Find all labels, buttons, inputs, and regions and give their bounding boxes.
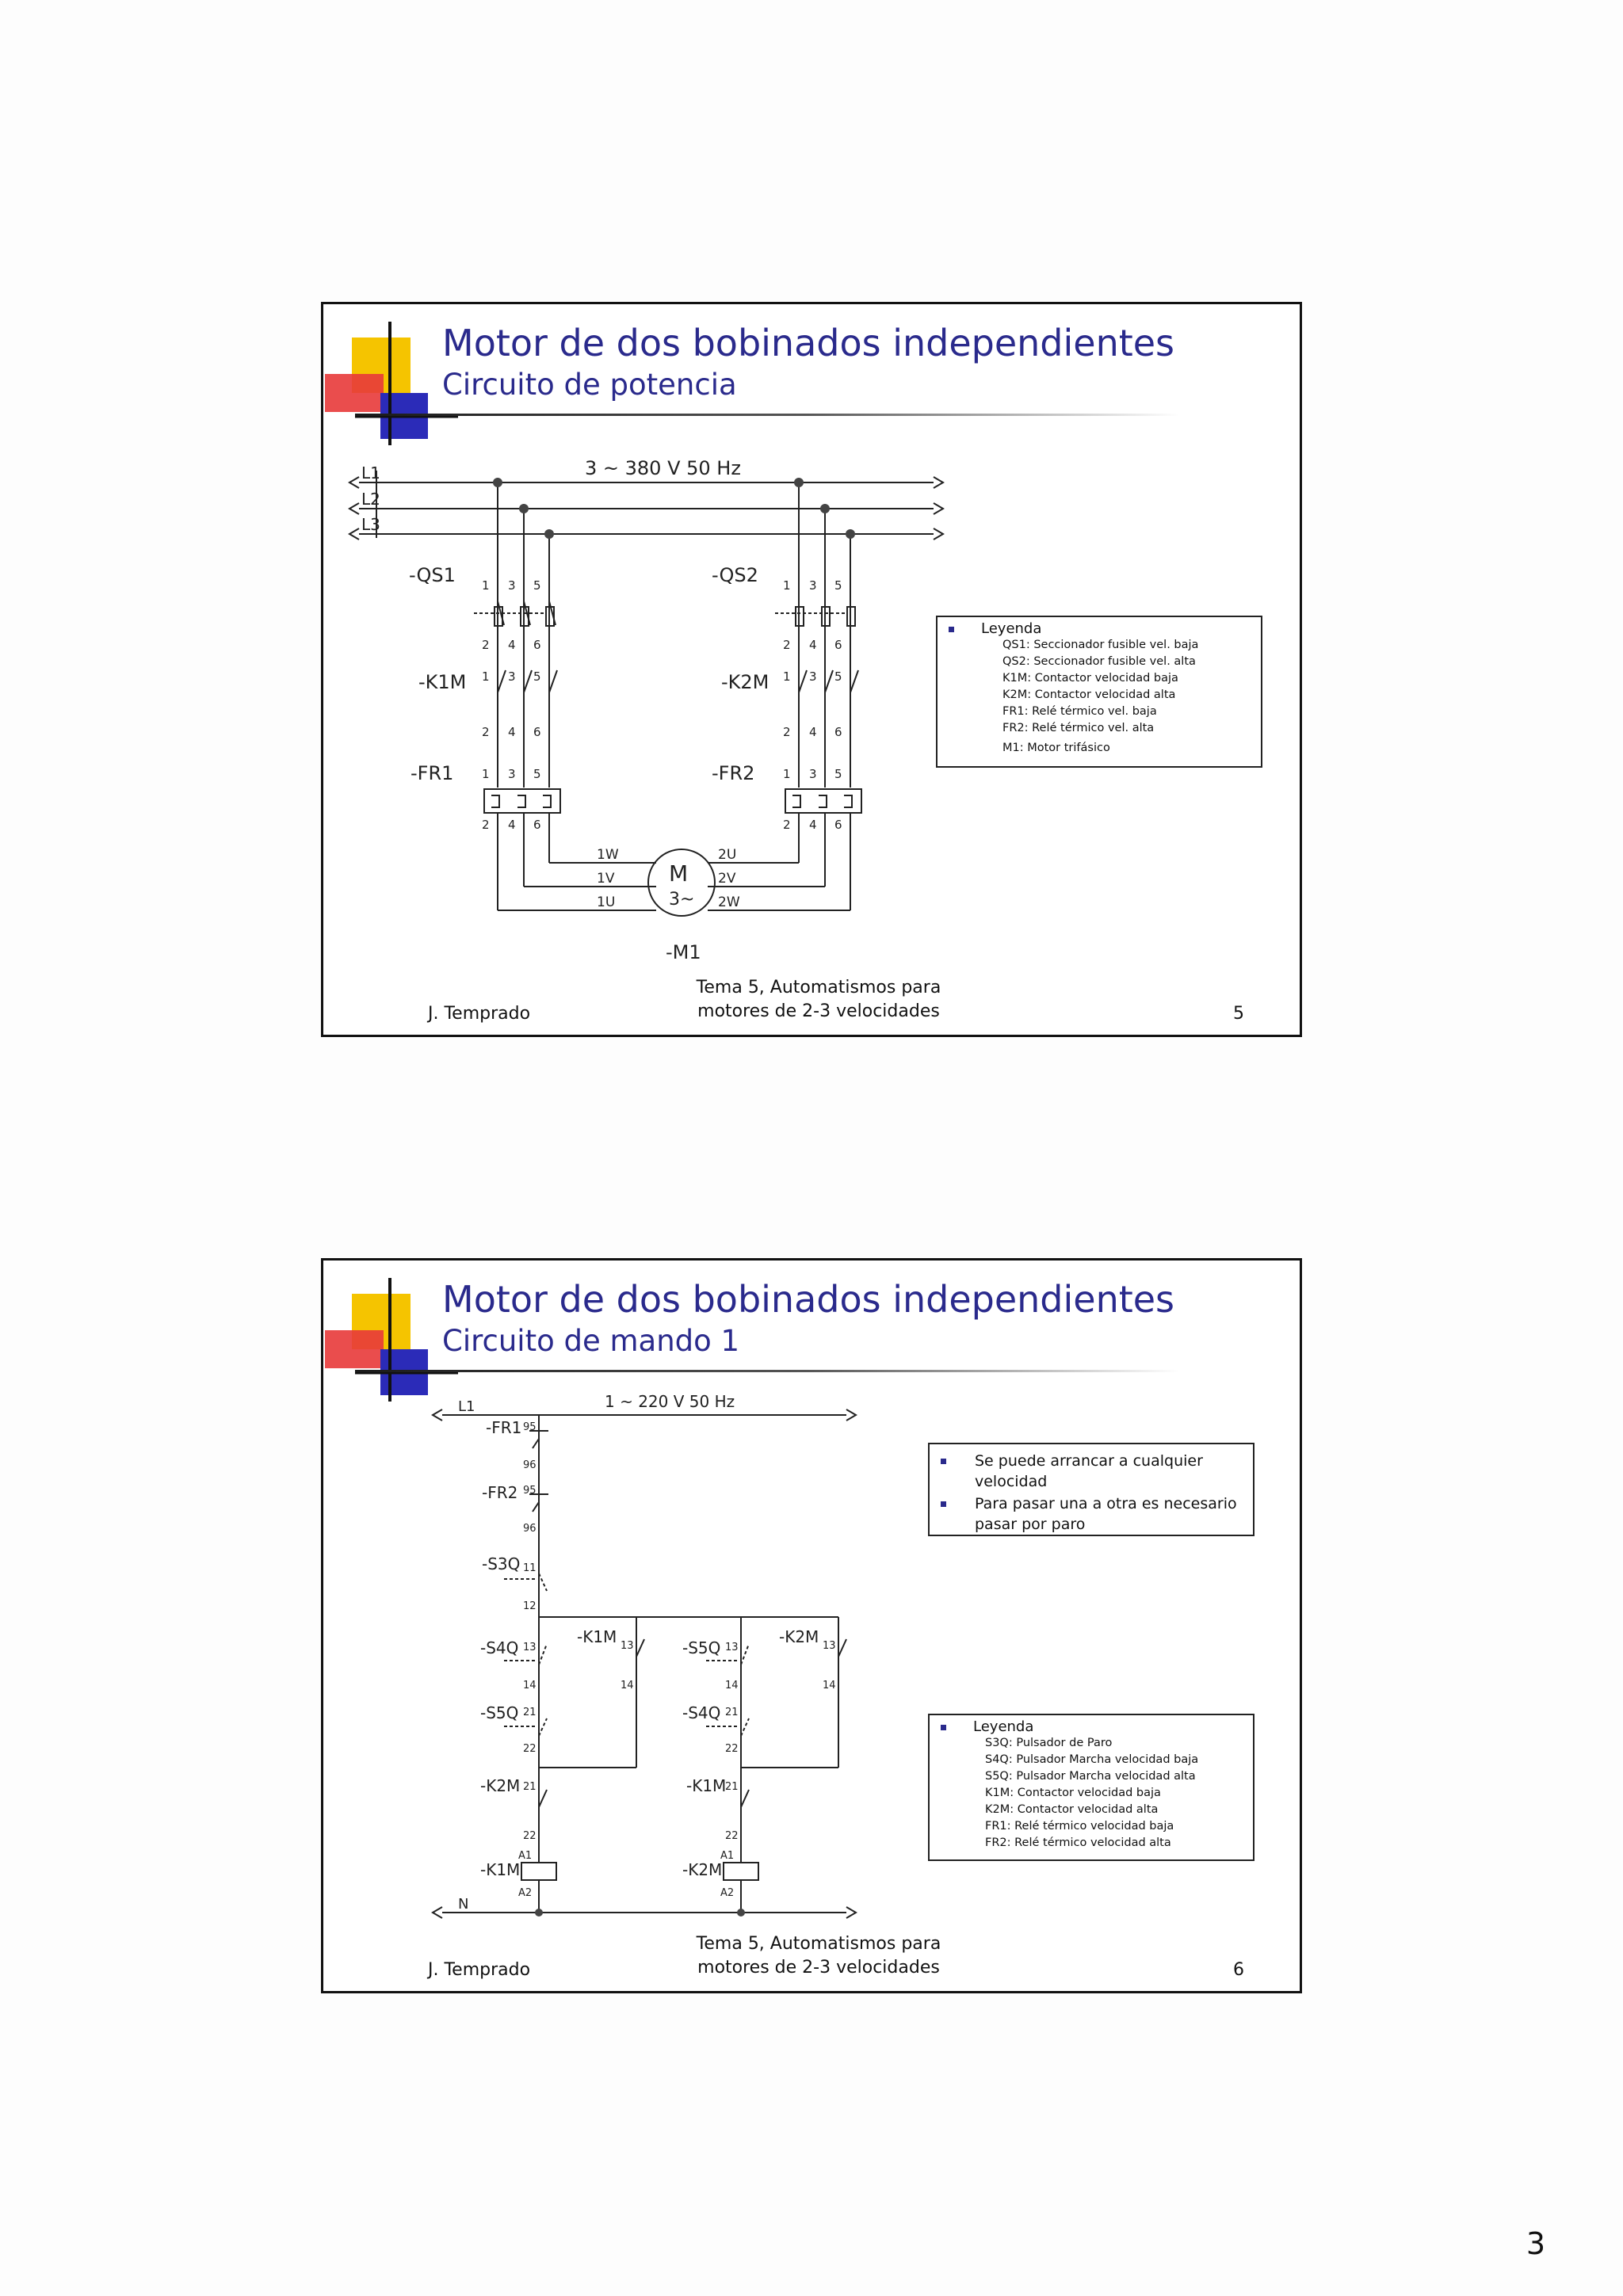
terminal-number: 3	[809, 578, 817, 593]
legend-item: QS1: Seccionador fusible vel. baja	[1002, 639, 1199, 651]
k1m-coil-label: -K1M	[480, 1860, 521, 1879]
k2m-hold-label: -K2M	[779, 1627, 819, 1646]
footer-topic	[680, 1932, 957, 1980]
s5q-left-label: -S5Q	[480, 1703, 519, 1722]
control-circuit-diagram	[323, 1261, 1302, 1993]
note-item: Se puede arrancar a cualquier velocidad	[975, 1452, 1203, 1490]
motor-term-2w: 2W	[718, 894, 740, 910]
terminal-number: 6	[834, 638, 842, 652]
terminal-number: 13	[725, 1642, 739, 1653]
notes-box	[928, 1443, 1254, 1536]
slide-subtitle: Circuito de potencia	[442, 368, 737, 402]
terminal-number: 96	[523, 1459, 537, 1471]
terminal-number: 22	[523, 1743, 537, 1755]
s3q-label: -S3Q	[482, 1554, 521, 1573]
s4q-right-label: -S4Q	[682, 1703, 721, 1722]
terminal-number: 95	[523, 1485, 537, 1497]
terminal-number: 2	[482, 638, 490, 652]
terminal-number: 13	[523, 1642, 537, 1653]
terminal-number: A2	[720, 1887, 735, 1899]
line-l1-label: L1	[361, 463, 380, 482]
legend-item: FR1: Relé térmico vel. baja	[1002, 705, 1157, 718]
supply-label: 1 ~ 220 V 50 Hz	[605, 1392, 735, 1411]
slide-number: 5	[1233, 1004, 1244, 1024]
motor-term-1v: 1V	[597, 871, 615, 887]
terminal-number: 5	[834, 669, 842, 684]
page-number: 3	[1526, 2226, 1545, 2261]
terminal-number: 22	[523, 1830, 537, 1842]
terminal-number: 1	[783, 767, 791, 781]
fr1-label: -FR1	[411, 762, 454, 784]
terminal-number: A1	[720, 1850, 735, 1862]
qs2-label: -QS2	[712, 564, 758, 586]
bullet-icon	[949, 627, 954, 632]
slide-power-circuit	[321, 302, 1302, 1037]
s4q-left-label: -S4Q	[480, 1638, 519, 1657]
footer-author: J. Temprado	[428, 1004, 531, 1024]
motor-term-2u: 2U	[718, 847, 737, 863]
footer-topic-line1: Tema 5, Automatismos para	[696, 1934, 941, 1954]
footer-topic-line1: Tema 5, Automatismos para	[696, 978, 941, 997]
terminal-number: 4	[809, 638, 817, 652]
terminal-number: 12	[523, 1600, 537, 1612]
legend-box	[928, 1714, 1254, 1861]
terminal-number: 14	[523, 1680, 537, 1691]
terminal-number: 5	[533, 578, 541, 593]
k2m-label: -K2M	[721, 671, 769, 693]
legend-item: FR2: Relé térmico velocidad alta	[985, 1836, 1171, 1849]
terminal-number: 21	[725, 1707, 739, 1718]
legend-title: Leyenda	[981, 620, 1042, 637]
terminal-number: 1	[783, 669, 791, 684]
slide-title: Motor de dos bobinados independientes	[442, 1278, 1175, 1321]
s5q-right-label: -S5Q	[682, 1638, 721, 1657]
legend-item: K1M: Contactor velocidad baja	[985, 1787, 1161, 1799]
k2m-left-label: -K2M	[480, 1776, 521, 1795]
terminal-number: A1	[518, 1850, 533, 1862]
terminal-number: 3	[508, 767, 516, 781]
qs1-label: -QS1	[409, 564, 456, 586]
line-l1-label: L1	[458, 1398, 475, 1415]
terminal-number: 3	[508, 669, 516, 684]
legend-item: S5Q: Pulsador Marcha velocidad alta	[985, 1770, 1196, 1783]
slide-title: Motor de dos bobinados independientes	[442, 322, 1175, 364]
motor-term-1u: 1U	[597, 894, 616, 910]
note-item: Para pasar una a otra es necesario pasar por paro	[975, 1495, 1237, 1533]
motor-term-1w: 1W	[597, 847, 619, 863]
slide-subtitle: Circuito de mando 1	[442, 1324, 740, 1358]
legend-item: QS2: Seccionador fusible vel. alta	[1002, 655, 1196, 668]
fr1-label: -FR1	[486, 1418, 522, 1437]
legend-title: Leyenda	[973, 1718, 1034, 1735]
legend-item: K1M: Contactor velocidad baja	[1002, 672, 1178, 685]
legend-item: S4Q: Pulsador Marcha velocidad baja	[985, 1753, 1199, 1766]
terminal-number: 2	[783, 725, 791, 739]
terminal-number: 4	[809, 818, 817, 832]
terminal-number: 1	[482, 578, 490, 593]
terminal-number: 1	[482, 767, 490, 781]
terminal-number: 2	[783, 638, 791, 652]
slide-number: 6	[1233, 1960, 1244, 1980]
terminal-number: 11	[523, 1562, 537, 1574]
motor-phase: 3~	[669, 890, 695, 910]
k2m-coil-label: -K2M	[682, 1860, 723, 1879]
fr2-label: -FR2	[482, 1483, 518, 1502]
motor-term-2v: 2V	[718, 871, 736, 887]
terminal-number: 21	[523, 1707, 537, 1718]
fr2-label: -FR2	[712, 762, 755, 784]
legend-item: S3Q: Pulsador de Paro	[985, 1737, 1113, 1749]
k1m-label: -K1M	[418, 671, 467, 693]
bullet-icon	[941, 1725, 946, 1730]
terminal-number: 13	[823, 1640, 836, 1652]
terminal-number: 13	[621, 1640, 634, 1652]
footer-topic-line2: motores de 2-3 velocidades	[697, 1958, 940, 1978]
terminal-number: 5	[533, 767, 541, 781]
motor-label: -M1	[666, 941, 701, 963]
terminal-number: 5	[834, 767, 842, 781]
footer-topic	[680, 976, 957, 1024]
terminal-number: 22	[725, 1743, 739, 1755]
terminal-number: 4	[508, 725, 516, 739]
bullet-icon	[941, 1459, 946, 1464]
terminal-number: 14	[621, 1680, 634, 1691]
terminal-number: 2	[783, 818, 791, 832]
terminal-number: 5	[834, 578, 842, 593]
legend-item: M1: Motor trifásico	[1002, 742, 1110, 754]
terminal-number: 6	[834, 725, 842, 739]
terminal-number: 14	[823, 1680, 836, 1691]
k1m-right-label: -K1M	[686, 1776, 727, 1795]
legend-item: K2M: Contactor velocidad alta	[1002, 688, 1176, 701]
terminal-number: 95	[523, 1421, 537, 1433]
terminal-number: 2	[482, 725, 490, 739]
legend-box	[936, 616, 1262, 768]
footer-author: J. Temprado	[428, 1960, 531, 1980]
terminal-number: 6	[834, 818, 842, 832]
legend-item: FR1: Relé térmico velocidad baja	[985, 1820, 1174, 1833]
terminal-number: 3	[809, 767, 817, 781]
terminal-number: 5	[533, 669, 541, 684]
terminal-number: 2	[482, 818, 490, 832]
legend-item: K2M: Contactor velocidad alta	[985, 1803, 1159, 1816]
terminal-number: 4	[508, 638, 516, 652]
terminal-number: 6	[533, 818, 541, 832]
terminal-number: 14	[725, 1680, 739, 1691]
line-l2-label: L2	[361, 490, 380, 509]
terminal-number: 21	[523, 1781, 537, 1793]
line-l3-label: L3	[361, 515, 380, 534]
terminal-number: 3	[809, 669, 817, 684]
terminal-number: 4	[809, 725, 817, 739]
k1m-hold-label: -K1M	[577, 1627, 617, 1646]
terminal-number: 22	[725, 1830, 739, 1842]
slide-control-circuit	[321, 1258, 1302, 1993]
terminal-number: 1	[482, 669, 490, 684]
legend-item: FR2: Relé térmico vel. alta	[1002, 722, 1155, 734]
line-n-label: N	[458, 1896, 469, 1913]
terminal-number: 21	[725, 1781, 739, 1793]
supply-label: 3 ~ 380 V 50 Hz	[585, 457, 741, 479]
terminal-number: 6	[533, 638, 541, 652]
footer-topic-line2: motores de 2-3 velocidades	[697, 1001, 940, 1021]
motor-symbol: M	[669, 860, 689, 887]
terminal-number: 96	[523, 1523, 537, 1535]
terminal-number: 3	[508, 578, 516, 593]
terminal-number: 4	[508, 818, 516, 832]
terminal-number: 6	[533, 725, 541, 739]
terminal-number: 1	[783, 578, 791, 593]
terminal-number: A2	[518, 1887, 533, 1899]
bullet-icon	[941, 1501, 946, 1507]
